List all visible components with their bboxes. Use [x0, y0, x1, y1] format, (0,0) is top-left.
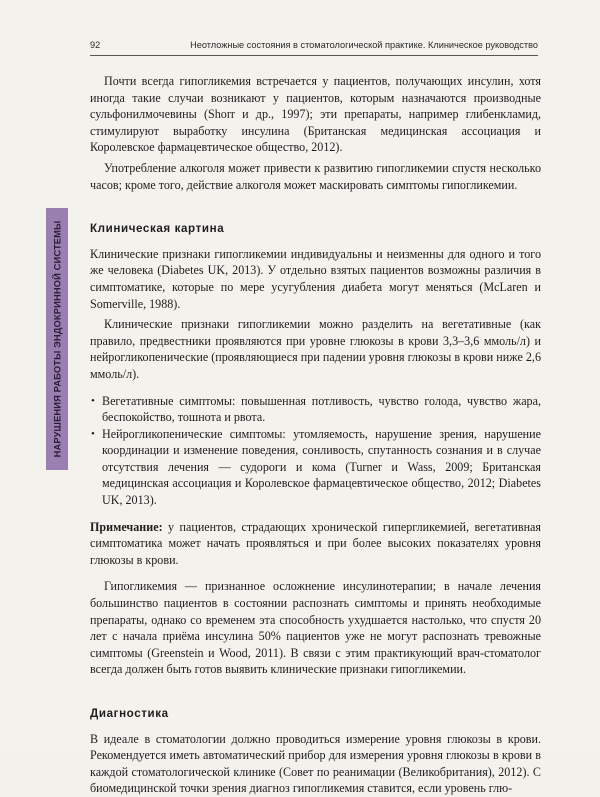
page-body: [90, 73, 541, 797]
running-header: [90, 40, 538, 56]
note-label: Примечание:: [90, 519, 163, 534]
running-title: Неотложные состояния в стоматологической практике. Клиническое руководство: [190, 40, 538, 50]
clinical-paragraph-1: Клинические признаки гипогликемии индивидуальны и неизменны для одного и того же человека (Diabetes UK, 2013). У отдельно взятых пациентов возможны различия в симптоматике, которые по мере усугубления диабета могут меняться (McLaren и Somerville, 1988).: [90, 246, 541, 311]
side-tab-label: НАРУШЕНИЯ РАБОТЫ ЭНДОКРИННОЙ СИСТЕМЫ: [51, 220, 63, 458]
symptom-list: [90, 393, 541, 509]
section-heading-clinical: Клиническая картина: [90, 222, 225, 236]
list-item: • Вегетативные симптомы: повышенная потливость, чувство голода, чувство жара, беспокойство, тошнота и рвота.: [100, 393, 541, 426]
note-text: у пациентов, страдающих хронической гипергликемией, вегетативная симптоматика может начать проявляться и при более высоких показателях уровня глюкозы в крови.: [90, 519, 541, 567]
section-heading-diagnosis: Диагностика: [90, 707, 169, 720]
page-number: 92: [90, 40, 101, 50]
diagnosis-paragraph-1: В идеале в стоматологии должно проводиться измерение уровня глюкозы в крови. Рекомендуется иметь автоматический прибор для измерения уровня глюкозы в крови в каждой стоматологической клинике (Совет по реанимации (Великобритания), 2012). С биомедицинской точки зрения диагноз гипогликемия ставится, если уровень глю-: [90, 731, 541, 796]
clinical-paragraph-3: Гипогликемия — признанное осложнение инсулинотерапии; в начале лечения большинство пациентов в состоянии распознать симптомы и принять необходимые препараты, однако со временем эта способность ухудшается настолько, что спустя 20 лет с начала приёма инсулина 50% пациентов уже не могут распознать тревожные симптомы (Greenstein и Wood, 2011). В связи с этим практикующий врач-стоматолог всегда должен быть готов выявить клинические признаки гипогликемии.: [90, 579, 541, 677]
intro-paragraph-1: Почти всегда гипогликемия встречается у пациентов, получающих инсулин, хотя иногда такие случаи возникают у пациентов, которым назначаются производные сульфонилмочевины (Shorr и др., 1997); эти препараты, например глибенкламид, стимулируют выработку инсулина (Британская медицинская ассоциация и Королевское фармацевтическое общество, 2012).: [90, 74, 541, 155]
note-paragraph: [90, 519, 541, 569]
list-item: • Нейрогликопенические симптомы: утомляемость, нарушение зрения, нарушение координации и изменение поведения, сонливость, спутанность сознания и в случае отсутствия лечения — судороги и кома (Turner и Wass, 2009; Британская медицинская ассоциация и Королевское фармацевтическое общество, 2012; Diabetes UK, 2013).: [100, 426, 541, 509]
clinical-paragraph-2: Клинические признаки гипогликемии можно разделить на вегетативные (как правило, предвестники проявляются при уровне глюкозы в крови 3,3–3,6 ммоль/л) и нейрогликопенические (проявляющиеся при падении уровня глюкозы в крови ниже 2,6 ммоль/л).: [90, 317, 541, 381]
section-side-tab: [46, 208, 68, 470]
intro-paragraph-2: Употребление алкоголя может привести к развитию гипогликемии спустя несколько часов; кроме того, действие алкоголя может маскировать симптомы гипогликемии.: [90, 160, 541, 192]
